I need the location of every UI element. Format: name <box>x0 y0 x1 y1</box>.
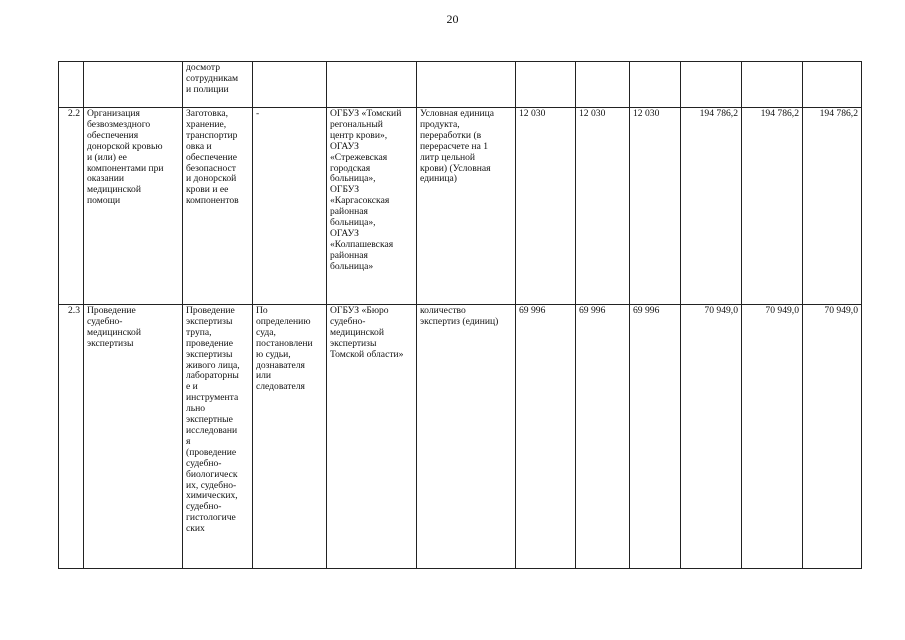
service-content-cell-line: Проведение <box>186 305 235 316</box>
cost-year1-cell: 70 949,0 <box>681 305 742 569</box>
service-name-cell-line: оказании <box>87 173 125 185</box>
cost-year3-cell <box>803 62 862 108</box>
unit-cell-line: крови) (Условная <box>420 162 491 174</box>
cost-year2-cell <box>742 62 803 108</box>
service-name-cell-line: обеспечения <box>87 129 139 141</box>
cost-year2-cell: 194 786,2 <box>742 108 803 305</box>
provider-cell-line: районная <box>330 206 368 218</box>
table-row <box>59 305 862 569</box>
service-content-cell-line: гистологиче <box>186 512 236 524</box>
service-content-cell-line: ских <box>186 523 205 535</box>
service-name-cell-line: экспертизы <box>87 337 134 349</box>
service-name-cell <box>84 108 183 305</box>
unit-cell <box>417 62 516 108</box>
provider-cell-line: больница», <box>330 173 376 185</box>
service-name-cell <box>84 62 183 108</box>
unit-cell-line: количество <box>420 305 466 316</box>
row-index-cell <box>59 62 84 108</box>
service-content-cell-line: трупа, <box>186 326 212 338</box>
condition-cell-line: следователя <box>256 381 305 393</box>
service-content-cell-line: овка и <box>186 140 212 152</box>
unit-cell-line: экспертиз (единиц) <box>420 315 499 327</box>
cost-year1-cell: 194 786,2 <box>681 108 742 305</box>
service-content-cell-line: е и <box>186 381 198 393</box>
provider-cell-line: больница» <box>330 260 374 272</box>
condition-cell <box>253 305 327 569</box>
service-content-cell <box>183 305 253 569</box>
service-content-cell-line: исследовани <box>186 424 238 436</box>
page-number: 20 <box>446 12 459 26</box>
provider-cell-line: экспертизы <box>330 337 377 349</box>
provider-cell-line: ОГБУЗ «Томский <box>330 108 402 119</box>
service-content-cell-line: биологическ <box>186 468 238 480</box>
service-content-cell-line: судебно- <box>186 501 222 513</box>
unit-cell-line: единица) <box>420 173 458 185</box>
service-content-cell-line: крови и ее <box>186 184 229 196</box>
condition-cell-line: суда, <box>256 326 276 338</box>
service-content-cell-line: химических, <box>186 490 238 502</box>
service-content-cell-line: льно <box>186 403 206 415</box>
volume-year1-cell: 12 030 <box>516 108 576 305</box>
provider-cell <box>327 62 417 108</box>
cost-year3-cell: 194 786,2 <box>803 108 862 305</box>
service-content-cell-line: хранение, <box>186 118 227 130</box>
service-content-cell-line: сотрудникам <box>186 72 239 84</box>
service-content-cell-line: проведение <box>186 337 233 349</box>
condition-cell <box>253 62 327 108</box>
provider-cell-line: регональный <box>330 118 383 130</box>
service-content-cell-line: судебно- <box>186 457 222 469</box>
service-content-cell-line: и донорской <box>186 173 237 185</box>
service-content-cell-line: Заготовка, <box>186 108 228 119</box>
volume-year2-cell: 69 996 <box>576 305 630 569</box>
volume-year1-cell <box>516 62 576 108</box>
provider-cell-line: ОГАУЗ <box>330 227 359 239</box>
provider-cell-line: районная <box>330 249 368 261</box>
service-content-cell-line: досмотр <box>186 62 221 73</box>
service-content-cell-line: экспертные <box>186 414 233 426</box>
volume-year3-cell: 69 996 <box>630 305 681 569</box>
provider-cell-line: «Каргасокская <box>330 195 390 207</box>
service-content-cell-line: я <box>186 435 191 447</box>
service-content-cell-line: и полиции <box>186 83 229 95</box>
cost-year2-cell: 70 949,0 <box>742 305 803 569</box>
service-content-cell-line: инструмента <box>186 392 239 404</box>
unit-cell-line: продукта, <box>420 118 460 130</box>
table-body <box>59 62 862 569</box>
condition-cell-line: ю судьи, <box>256 348 291 360</box>
provider-cell <box>327 305 417 569</box>
service-content-cell <box>183 62 253 108</box>
cost-year3-cell: 70 949,0 <box>803 305 862 569</box>
provider-cell-line: ОГАУЗ <box>330 140 359 152</box>
volume-year1-cell: 69 996 <box>516 305 576 569</box>
volume-year2-cell: 12 030 <box>576 108 630 305</box>
service-content-cell-line: транспортир <box>186 129 238 141</box>
unit-cell <box>417 108 516 305</box>
volume-year3-cell: 12 030 <box>630 108 681 305</box>
service-name-cell-line: Организация <box>87 108 140 119</box>
row-index-cell: 2.3 <box>59 305 84 569</box>
service-content-cell-line: лабораторны <box>186 370 239 382</box>
service-content-cell-line: безопасност <box>186 162 236 174</box>
provider-cell <box>327 108 417 305</box>
service-name-cell-line: безвозмездного <box>87 118 151 130</box>
provider-cell-line: больница», <box>330 217 376 229</box>
provider-cell-line: «Колпашевская <box>330 238 394 250</box>
unit-cell-line: Условная единица <box>420 108 495 119</box>
service-name-cell-line: донорской кровью <box>87 140 163 152</box>
service-name-cell-line: компонентами при <box>87 162 164 174</box>
condition-cell-line: постановлени <box>256 337 313 349</box>
service-name-cell-line: медицинской <box>87 184 141 196</box>
provider-cell-line: медицинской <box>330 326 384 338</box>
service-content-cell <box>183 108 253 305</box>
provider-cell-line: судебно- <box>330 315 366 327</box>
table-row <box>59 62 862 108</box>
unit-cell-line: литр цельной <box>420 151 476 163</box>
service-name-cell-line: помощи <box>87 195 121 207</box>
unit-cell <box>417 305 516 569</box>
service-name-cell-line: медицинской <box>87 326 141 338</box>
table-row <box>59 108 862 305</box>
condition-cell-line: По <box>256 305 268 316</box>
service-content-cell-line: (проведение <box>186 446 237 458</box>
service-name-cell <box>84 305 183 569</box>
volume-year2-cell <box>576 62 630 108</box>
volume-year3-cell <box>630 62 681 108</box>
cost-year1-cell <box>681 62 742 108</box>
service-content-cell-line: живого лица, <box>186 359 240 371</box>
condition-cell <box>253 108 327 305</box>
unit-cell-line: переработки (в <box>420 129 482 141</box>
unit-cell-line: перерасчете на 1 <box>420 140 489 152</box>
service-name-cell-line: судебно- <box>87 315 123 327</box>
service-content-cell-line: компонентов <box>186 195 239 207</box>
service-content-cell-line: экспертизы <box>186 348 233 360</box>
condition-cell-line: - <box>256 108 260 119</box>
service-content-cell-line: их, судебно- <box>186 479 237 491</box>
provider-cell-line: «Стрежевская <box>330 151 388 163</box>
provider-cell-line: Томской области» <box>330 348 404 360</box>
service-content-cell-line: экспертизы <box>186 315 233 327</box>
service-name-cell-line: Проведение <box>87 305 136 316</box>
provider-cell-line: городская <box>330 162 371 174</box>
condition-cell-line: или <box>256 370 272 382</box>
service-name-cell-line: и (или) ее <box>87 151 127 163</box>
condition-cell-line: дознавателя <box>256 359 305 371</box>
provider-cell-line: ОГБУЗ «Бюро <box>330 305 389 316</box>
service-content-cell-line: обеспечение <box>186 151 238 163</box>
provider-cell-line: центр крови», <box>330 129 388 141</box>
condition-cell-line: определению <box>256 315 311 327</box>
services-table <box>58 61 862 569</box>
row-index-cell: 2.2 <box>59 108 84 305</box>
provider-cell-line: ОГБУЗ <box>330 184 360 196</box>
